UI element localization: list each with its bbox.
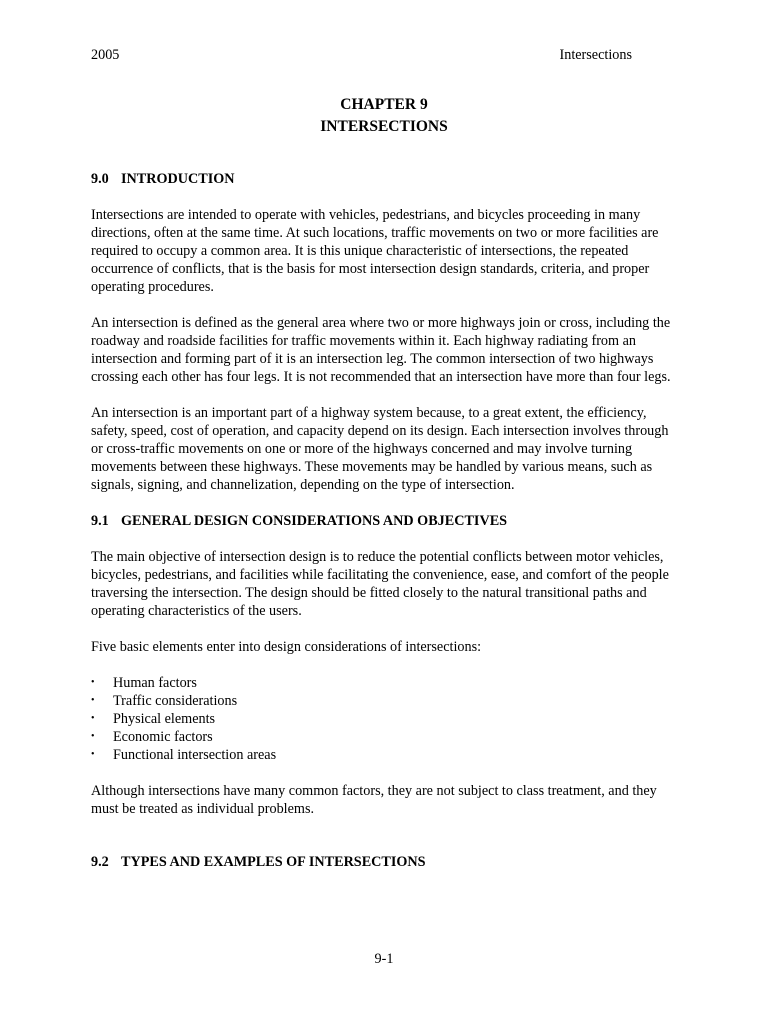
list-item-text: Traffic considerations bbox=[113, 693, 238, 709]
section-number: 9.1 bbox=[91, 513, 109, 529]
list-item-text: Functional intersection areas bbox=[113, 747, 277, 763]
section-heading-general bbox=[91, 512, 681, 530]
document-body bbox=[91, 170, 681, 871]
bullet-icon: • bbox=[91, 749, 95, 760]
paragraph: Although intersections have many common factors, they are not subject to class treatment, and they must be treated as individual problems. bbox=[91, 783, 657, 817]
section-heading-types bbox=[91, 853, 681, 871]
list-item-text: Economic factors bbox=[113, 729, 213, 745]
bullet-icon: • bbox=[91, 695, 95, 706]
list-item bbox=[91, 692, 681, 710]
section-title: INTRODUCTION bbox=[121, 171, 235, 187]
chapter-title bbox=[0, 94, 768, 138]
paragraph: An intersection is an important part of a highway system because, to a great extent, the efficiency, safety, speed, cost of operation, and capacity depend on its design. Each intersection involves through or cross-traffic movements on one or more of the highways concerned and may involve turning movements between these highways. These movements may be handled by various means, such as signals, signing, and channelization, depending on the type of intersection. bbox=[91, 405, 669, 493]
section-number: 9.2 bbox=[91, 854, 109, 870]
page-number: 9-1 bbox=[374, 951, 394, 967]
section-title: TYPES AND EXAMPLES OF INTERSECTIONS bbox=[121, 854, 426, 870]
paragraph: Intersections are intended to operate with vehicles, pedestrians, and bicycles proceeding in many directions, often at the same time. At such locations, traffic movements on two or more facilities are required to occupy a common area. It is this unique characteristic of intersections, the repeated occurrence of conflicts, that is the basis for most intersection design standards, criteria, and proper operating procedures. bbox=[91, 207, 659, 295]
header-year: 2005 bbox=[91, 47, 120, 63]
bullet-icon: • bbox=[91, 677, 95, 688]
list-item bbox=[91, 710, 681, 728]
list-item bbox=[91, 728, 681, 746]
section-heading-intro bbox=[91, 170, 681, 188]
design-elements-list bbox=[91, 674, 681, 764]
chapter-number: CHAPTER 9 bbox=[340, 96, 428, 113]
chapter-name: INTERSECTIONS bbox=[320, 118, 448, 135]
list-item bbox=[91, 746, 681, 764]
section-number: 9.0 bbox=[91, 171, 109, 187]
list-item-text: Physical elements bbox=[113, 711, 216, 727]
paragraph: The main objective of intersection design is to reduce the potential conflicts between motor vehicles, bicycles, pedestrians, and facilities while facilitating the convenience, ease, and comfort of the people traversing the intersection. The design should be fitted closely to the natural transitional paths and operating characteristics of the users. bbox=[91, 549, 669, 619]
bullet-icon: • bbox=[91, 731, 95, 742]
paragraph: An intersection is defined as the general area where two or more highways join or cross, including the roadway and roadside facilities for traffic movements within it. Each highway radiating from an intersection and forming part of it is an intersection leg. The common intersection of two highways crossing each other has four legs. It is not recommended that an intersection have more than four legs. bbox=[91, 315, 671, 385]
section-title: GENERAL DESIGN CONSIDERATIONS AND OBJECTIVES bbox=[121, 513, 508, 529]
list-item-text: Human factors bbox=[113, 675, 197, 691]
list-item bbox=[91, 674, 681, 692]
paragraph: Five basic elements enter into design considerations of intersections: bbox=[91, 639, 482, 655]
header-running-title: Intersections bbox=[559, 47, 632, 63]
bullet-icon: • bbox=[91, 713, 95, 724]
